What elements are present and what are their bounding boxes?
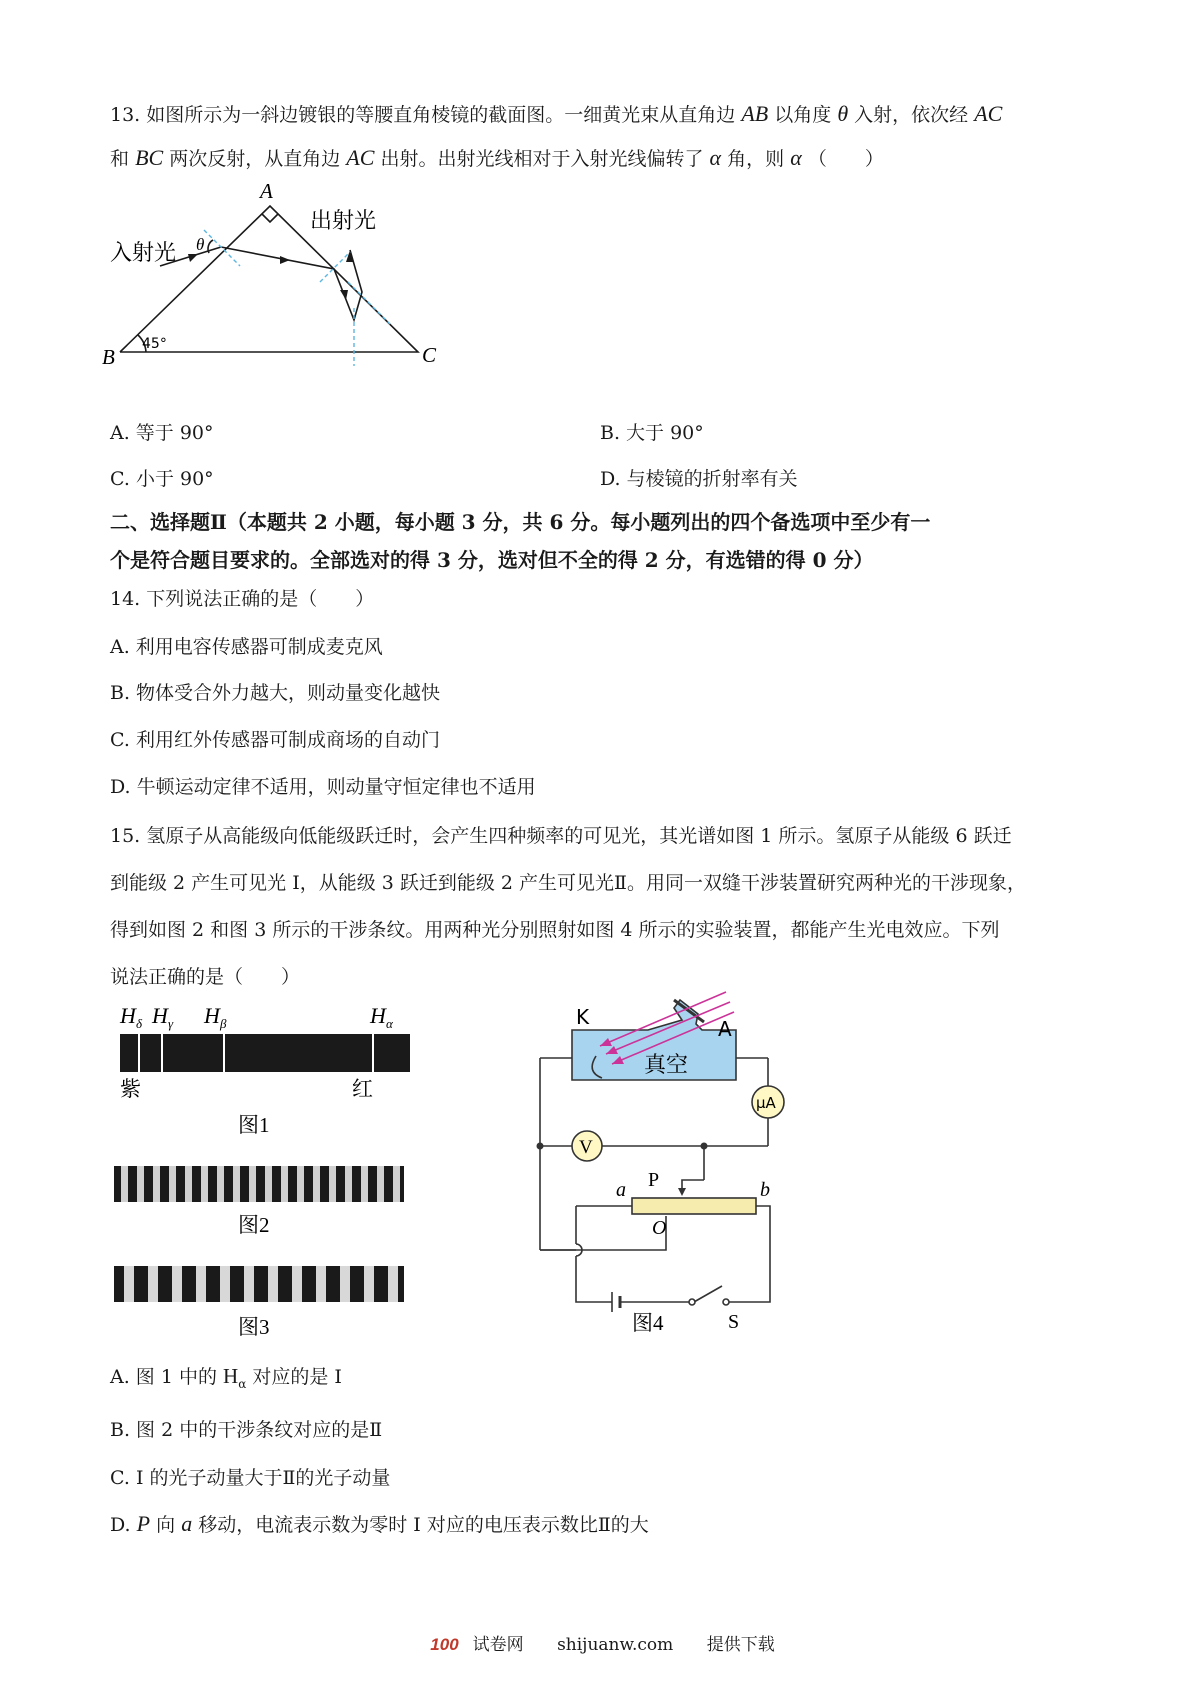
q13-option-b[interactable]: B. 大于 90° <box>600 422 704 444</box>
label-K: K <box>576 1005 590 1029</box>
voltmeter-label: V <box>579 1137 593 1158</box>
q14-option-b[interactable]: B. 物体受合外力越大，则动量变化越快 <box>110 682 441 704</box>
figure3-fringes <box>114 1266 404 1339</box>
figure2-fringes <box>114 1166 404 1237</box>
q13-option-a[interactable]: A. 等于 90° <box>110 422 214 444</box>
label-P: P <box>648 1169 660 1191</box>
label-A-anode: A <box>718 1017 732 1041</box>
prism-figure <box>100 180 500 380</box>
q15-stem-line4: 说法正确的是（ ） <box>110 966 301 988</box>
figure1-spectrum <box>119 1003 410 1137</box>
svg-text:H: H <box>120 1003 136 1028</box>
svg-text:H: H <box>370 1003 386 1028</box>
svg-text:δ: δ <box>136 1016 143 1031</box>
label-O: O <box>652 1217 667 1239</box>
svg-text:α: α <box>386 1016 393 1031</box>
internal-ray <box>221 247 362 320</box>
label-B: B <box>102 345 115 369</box>
svg-text:β: β <box>220 1016 227 1031</box>
microammeter-label: μA <box>756 1094 776 1112</box>
exit-light-label: 出射光 <box>310 209 377 234</box>
normal-lines <box>204 230 390 366</box>
footer-site[interactable]: shijuanw.com <box>557 1635 674 1655</box>
footer-logo[interactable]: 100 试卷网 <box>430 1635 524 1655</box>
svg-text:H: H <box>152 1003 168 1028</box>
figure2-caption: 图2 <box>238 1213 270 1237</box>
q13-option-d[interactable]: D. 与棱镜的折射率有关 <box>600 468 798 490</box>
section2-heading-line1: 二、选择题Ⅱ（本题共 2 小题，每小题 3 分，共 6 分。每小题列出的四个备选项中至少有一 <box>110 510 931 534</box>
q15-option-c[interactable]: C. I 的光子动量大于Ⅱ的光子动量 <box>110 1467 391 1489</box>
photoelectric-circuit-figure <box>520 990 800 1350</box>
vacuum-label: 真空 <box>644 1053 689 1078</box>
q15-stem-line2: 到能级 2 产生可见光 I，从能级 3 跃迁到能级 2 产生可见光Ⅱ。用同一双缝干涉装置研究两种光的干涉现象， <box>110 872 1026 894</box>
q13-option-c[interactable]: C. 小于 90° <box>110 468 214 490</box>
q15-option-d[interactable]: D. P 向 a 移动，电流表示数为零时 I 对应的电压表示数比Ⅱ的大 <box>110 1511 649 1536</box>
svg-text:γ: γ <box>168 1016 174 1031</box>
spectrum-figures <box>100 1000 440 1340</box>
section2-heading-line2: 个是符合题目要求的。全部选对的得 3 分，选对但不全的得 2 分，有选错的得 0 分） <box>110 548 874 572</box>
red-label: 红 <box>352 1077 373 1101</box>
angle-45-label: 45° <box>142 336 167 352</box>
footer-note: 提供下载 <box>706 1635 775 1655</box>
page-footer <box>0 1630 1191 1655</box>
label-C: C <box>422 343 437 367</box>
right-angle-mark <box>262 214 278 222</box>
q15-option-b[interactable]: B. 图 2 中的干涉条纹对应的是Ⅱ <box>110 1419 383 1441</box>
q15-stem-line1: 15. 氢原子从高能级向低能级跃迁时，会产生四种频率的可见光，其光谱如图 1 所示。氢原子从能级 6 跃迁 <box>110 825 1012 847</box>
label-a: a <box>616 1179 626 1201</box>
theta-label: θ <box>196 235 205 254</box>
q14-option-c[interactable]: C. 利用红外传感器可制成商场的自动门 <box>110 729 440 751</box>
figure1-caption: 图1 <box>238 1113 270 1137</box>
q13-stem-line1: 13. 如图所示为一斜边镀银的等腰直角棱镜的截面图。一细黄光束从直角边 AB 以角度 θ 入射，依次经 AC <box>110 101 1003 126</box>
incident-light-label: 入射光 <box>110 241 177 266</box>
figure3-caption: 图3 <box>238 1315 270 1339</box>
q15-option-a[interactable]: A. 图 1 中的 $H_\alpha$ 对应的是 I <box>110 1364 342 1391</box>
q13-stem-line2: 和 BC 两次反射，从直角边 AC 出射。出射光线相对于入射光线偏转了 α 角，则 α （ ） <box>110 145 884 170</box>
q14-stem: 14. 下列说法正确的是（ ） <box>110 588 375 610</box>
figure4-caption: 图4 <box>632 1311 664 1335</box>
q15-stem-line3: 得到如图 2 和图 3 所示的干涉条纹。用两种光分别照射如图 4 所示的实验装置，都能产生光电效应。下列 <box>110 919 1000 941</box>
q14-option-d[interactable]: D. 牛顿运动定律不适用，则动量守恒定律也不适用 <box>110 776 536 798</box>
svg-text:H: H <box>204 1003 220 1028</box>
q14-option-a[interactable]: A. 利用电容传感器可制成麦克风 <box>110 636 383 658</box>
label-A: A <box>260 180 273 203</box>
rheostat <box>632 1198 756 1214</box>
label-S: S <box>728 1311 740 1333</box>
label-b: b <box>760 1179 770 1201</box>
violet-label: 紫 <box>120 1077 141 1101</box>
